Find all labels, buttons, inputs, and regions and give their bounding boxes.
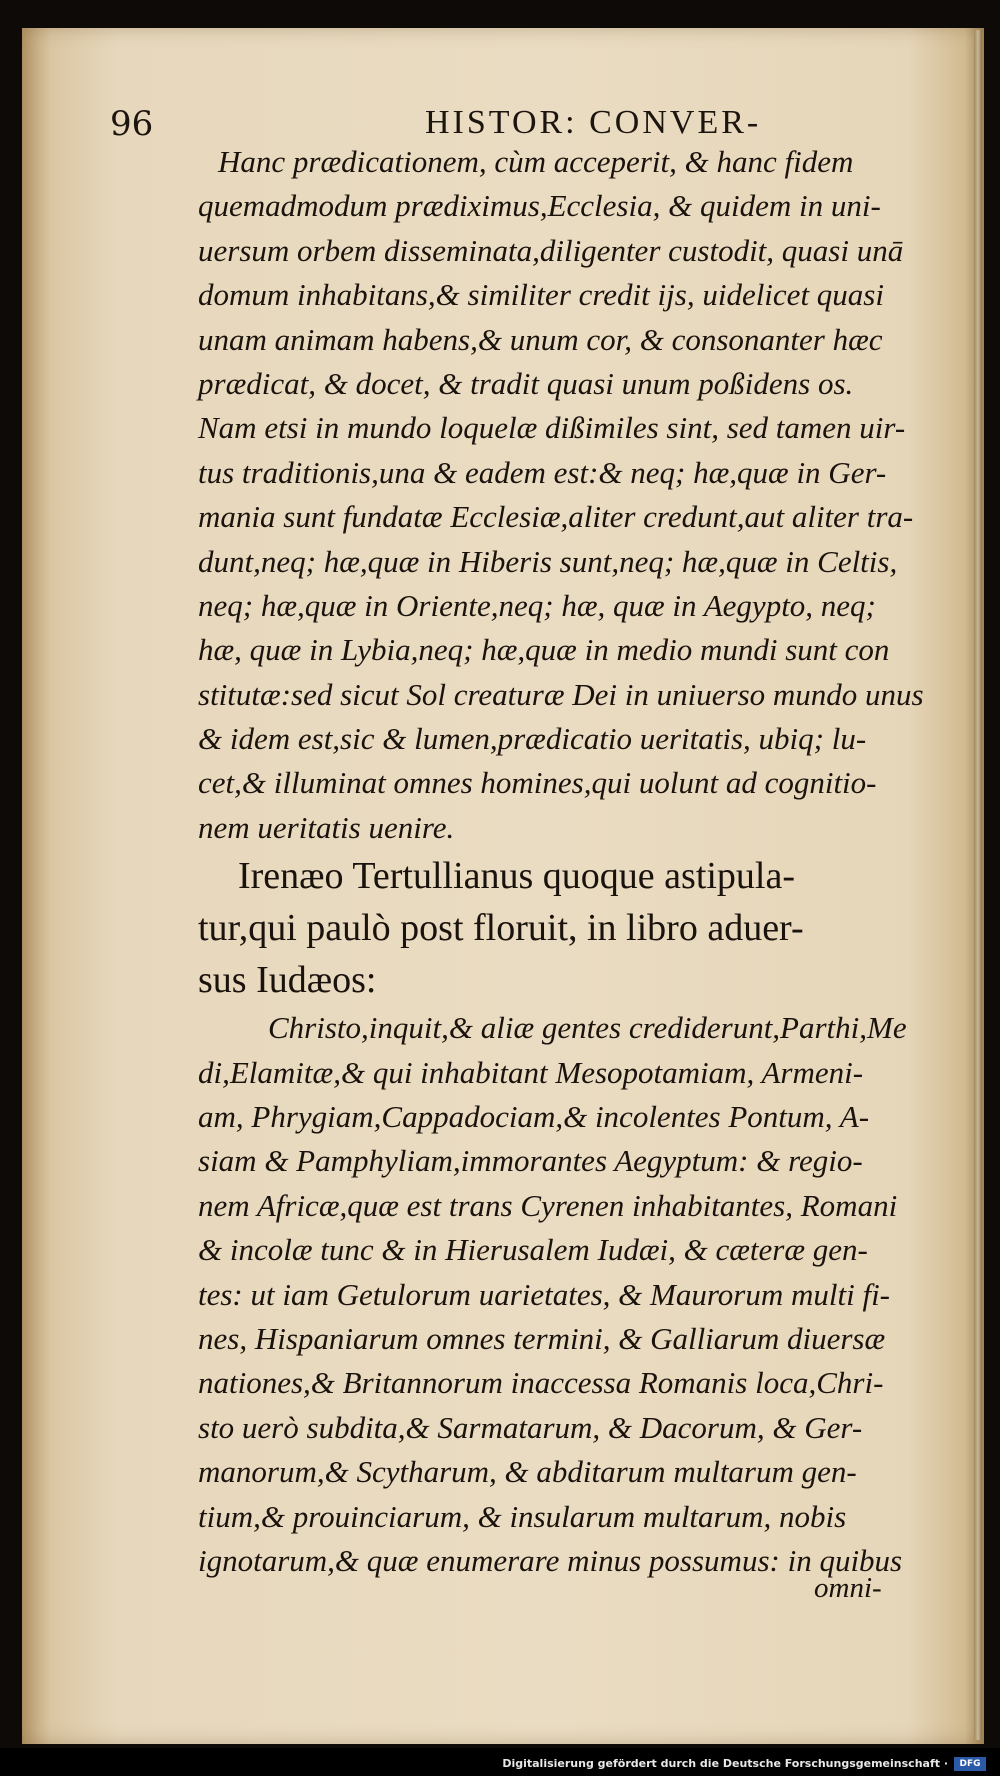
text-line: sus Iudæos: xyxy=(198,959,377,1002)
text-line: unam animam habens,& unum cor, & consonanter hæc xyxy=(198,321,883,357)
running-head: HISTOR: CONVER- xyxy=(425,104,762,141)
body-text xyxy=(198,140,1000,1583)
text-line: tium,& prouinciarum, & insularum multarum, nobis xyxy=(198,1498,847,1534)
text-line: prædicat, & docet, & tradit quasi unum poßidens os. xyxy=(198,365,854,401)
text-line: Irenæo Tertullianus quoque astipula- xyxy=(238,855,796,898)
text-line: sto uerò subdita,& Sarmatarum, & Dacorum, & Ger- xyxy=(198,1409,863,1445)
footer-bar xyxy=(0,1748,1000,1776)
text-line: siam & Pamphyliam,immorantes Aegyptum: & regio- xyxy=(198,1143,863,1179)
text-line: am, Phrygiam,Cappadociam,& incolentes Pontum, A- xyxy=(198,1099,870,1135)
text-line: nem ueritatis uenire. xyxy=(198,809,455,845)
text-line: Nam etsi in mundo loquelæ dißimiles sint, sed tamen uir- xyxy=(198,410,906,446)
text-line: domum inhabitans,& similiter credit ijs, uidelicet quasi xyxy=(198,277,884,313)
text-line: stitutæ:sed sicut Sol creaturæ Dei in uniuerso mundo unus xyxy=(198,676,924,712)
text-line: nationes,& Britannorum inaccessa Romanis loca,Chri- xyxy=(198,1365,884,1401)
text-line: mania sunt fundatæ Ecclesiæ,aliter credunt,aut aliter tra- xyxy=(198,499,914,535)
text-line: dunt,neq; hæ,quæ in Hiberis sunt,neq; hæ,quæ in Celtis, xyxy=(198,543,898,579)
text-line: di,Elamitæ,& qui inhabitant Mesopotamiam, Armeni- xyxy=(198,1054,864,1090)
footer-credit: Digitalisierung gefördert durch die Deutsche Forschungsgemeinschaft · xyxy=(502,1757,948,1770)
dfg-logo-icon: DFG xyxy=(954,1757,986,1771)
text-line: Christo,inquit,& aliæ gentes crediderunt,Parthi,Me xyxy=(268,1010,907,1046)
text-line: neq; hæ,quæ in Oriente,neq; hæ, quæ in Aegypto, neq; xyxy=(198,587,876,623)
catchword: omni- xyxy=(814,1572,882,1604)
text-line: nem Africæ,quæ est trans Cyrenen inhabitantes, Romani xyxy=(198,1187,898,1223)
text-line: quemadmodum prædiximus,Ecclesia, & quidem in uni- xyxy=(198,188,881,224)
text-line: nes, Hispaniarum omnes termini, & Galliarum diuersæ xyxy=(198,1320,886,1356)
text-line: tus traditionis,una & eadem est:& neq; hæ,quæ in Ger- xyxy=(198,454,887,490)
text-line: tes: ut iam Getulorum uarietates, & Maurorum multi fi- xyxy=(198,1276,891,1312)
text-line: & incolæ tunc & in Hierusalem Iudæi, & cæteræ gen- xyxy=(198,1232,868,1268)
text-line: manorum,& Scytharum, & abditarum multarum gen- xyxy=(198,1454,857,1490)
text-line: & idem est,sic & lumen,prædicatio ueritatis, ubiq; lu- xyxy=(198,721,867,757)
text-line: ignotarum,& quæ enumerare minus possumus: in quibus xyxy=(198,1542,903,1578)
text-line: Hanc prædicationem, cùm acceperit, & hanc fidem xyxy=(218,144,854,179)
text-line: hæ, quæ in Lybia,neq; hæ,quæ in medio mundi sunt con xyxy=(198,632,890,668)
text-line: uersum orbem disseminata,diligenter custodit, quasi unā xyxy=(198,232,904,268)
page-number: 96 xyxy=(110,104,154,144)
text-line: cet,& illuminat omnes homines,qui uolunt ad cognitio- xyxy=(198,765,877,801)
text-line: tur,qui paulò post floruit, in libro aduer- xyxy=(198,907,804,950)
